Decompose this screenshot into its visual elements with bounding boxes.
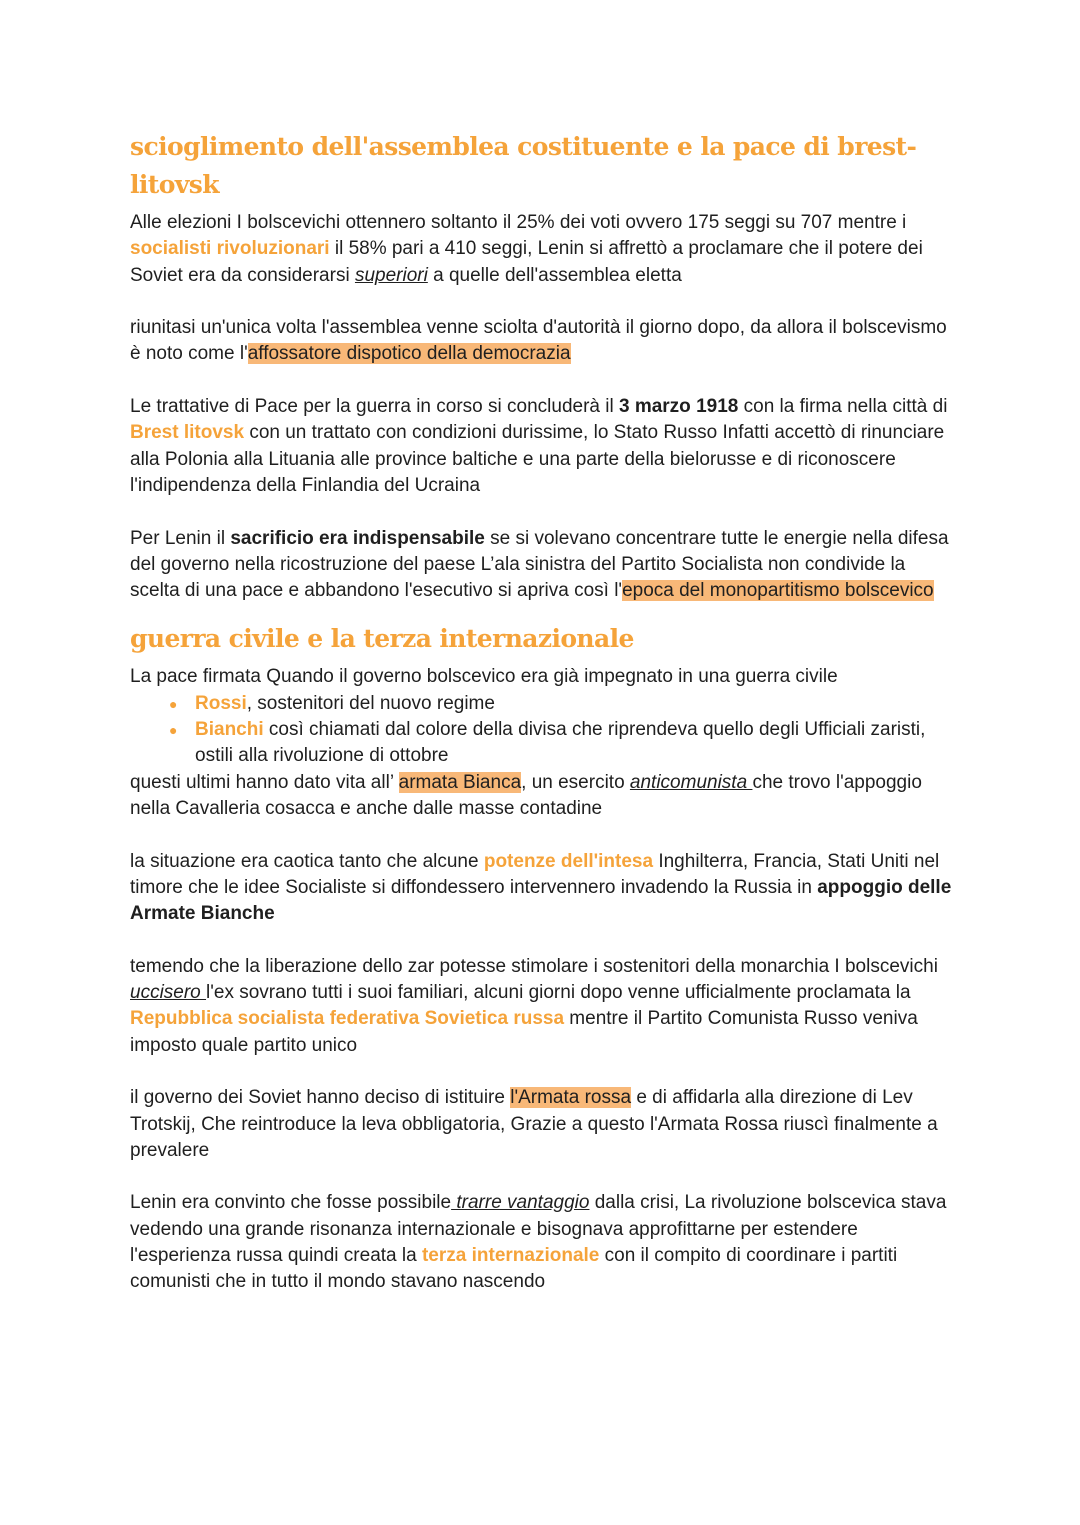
keyword-terza-internazionale: terza internazionale (421, 1244, 600, 1266)
highlight-armata-bianca: armata Bianca (398, 771, 522, 793)
paragraph-terza-internazionale: Lenin era convinto che fosse possibile trarre vantaggio dalla crisi, La rivoluzione bolscevica stava vedendo una grande risonanza internazionale e bisognava approfittarne per estendere l'esperienza russa quindi creata la terza internazionale con il compito di coordinare i partiti comunisti che in tutto il mondo stavano nascendo (130, 1192, 947, 1293)
keyword-anticomunista: anticomunista (629, 771, 753, 793)
paragraph-armata-bianca: questi ultimi hanno dato vita all’ armata Bianca, un esercito anticomunista che trovo l'appoggio nella Cavalleria cosacca e anche dalle masse contadine (130, 771, 922, 819)
paragraph-armata-rossa: il governo dei Soviet hanno deciso di istituire l'Armata rossa e di affidarla alla direzione di Lev Trotskij, Che reintroduce la leva obbligatoria, Grazie a questo l'Armata Rossa riuscì finalmente a prevalere (130, 1087, 938, 1161)
date-3-marzo-1918: 3 marzo 1918 (618, 396, 739, 418)
highlight-armata-rossa: l'Armata rossa (510, 1087, 632, 1109)
keyword-repubblica: Repubblica socialista federativa Sovietica russa (130, 1008, 565, 1030)
keyword-uccisero: uccisero (130, 982, 207, 1004)
paragraph-zar: temendo che la liberazione dello zar potesse stimolare i sostenitori della monarchia I bolscevichi uccisero l'ex sovrano tutti i suoi familiari, alcuni giorni dopo venne ufficialmente proclamata la Repubblica socialista federativa Sovietica russa mentre il Partito Comunista Russo veniva imposto quale partito unico (130, 955, 938, 1056)
document-page (130, 128, 960, 1296)
paragraph-pace-firmata: La pace firmata Quando il governo bolscevico era già impegnato in una guerra civile (130, 666, 838, 688)
keyword-superiori: superiori (354, 264, 428, 286)
factions-list (130, 691, 960, 770)
keyword-brest-litovsk: Brest litovsk (130, 422, 245, 444)
paragraph-trattative: Le trattative di Pace per la guerra in corso si concluderà il 3 marzo 1918 con la firma nella città di Brest litovsk con un trattato con condizioni durissime, lo Stato Russo Infatti accettò di rinunciare alla Polonia alla Lituania alle province baltiche e una parte della bielorusse e di riconoscere l'indipendenza della Finlandia del Ucraina (130, 396, 948, 496)
highlight-affossatore: affossatore dispotico della democrazia (247, 343, 571, 365)
paragraph-intesa: la situazione era caotica tanto che alcune potenze dell'intesa Inghilterra, Francia, Stati Uniti nel timore che le idee Socialiste si diffondessero intervennero invadendo la Russia in appoggio delle Armate Bianche (130, 850, 952, 925)
list-item: ● Rossi, sostenitori del nuovo regime (195, 691, 960, 717)
list-item: ● Bianchi così chiamati dal colore della divisa che riprendeva quello degli Ufficiali zaristi, ostili alla rivoluzione di ottobre (195, 717, 960, 770)
keyword-socialisti-rivoluzionari: socialisti rivoluzionari (130, 238, 330, 260)
keyword-trarre-vantaggio: trarre vantaggio (451, 1192, 590, 1214)
section-title-guerra-civile: guerra civile e la terza internazionale (130, 624, 634, 654)
highlight-monopartitismo: epoca del monopartitismo bolscevico (622, 580, 934, 602)
paragraph-sacrificio: Per Lenin il sacrificio era indispensabile se si volevano concentrare tutte le energie nella difesa del governo nella ricostruzione del paese L’ala sinistra del Partito Socialista non condivide la scelta di una pace e abbandono l'esecutivo si apriva così l'epoca del monopartitismo bolscevico (130, 527, 949, 602)
paragraph-elezioni: Alle elezioni I bolscevichi ottennero soltanto il 25% dei voti ovvero 175 seggi su 707 mentre i socialisti rivoluzionari il 58% pari a 410 seggi, Lenin si affrettò a proclamare che il potere dei Soviet era da considerarsi superiori a quelle dell'assemblea eletta (130, 212, 923, 286)
keyword-potenze-intesa: potenze dell'intesa (483, 850, 654, 872)
keyword-sacrificio: sacrificio era indispensabile (230, 527, 485, 549)
paragraph-scioglimento: riunitasi un'unica volta l'assemblea venne sciolta d'autorità il giorno dopo, da allora il bolscevismo è noto come l'affossatore dispotico della democrazia (130, 317, 947, 365)
section-title-assemblea: scioglimento dell'assemblea costituente e la pace di brest-litovsk (130, 132, 917, 199)
keyword-appoggio-armate: appoggio delle Armate Bianche (130, 876, 952, 925)
